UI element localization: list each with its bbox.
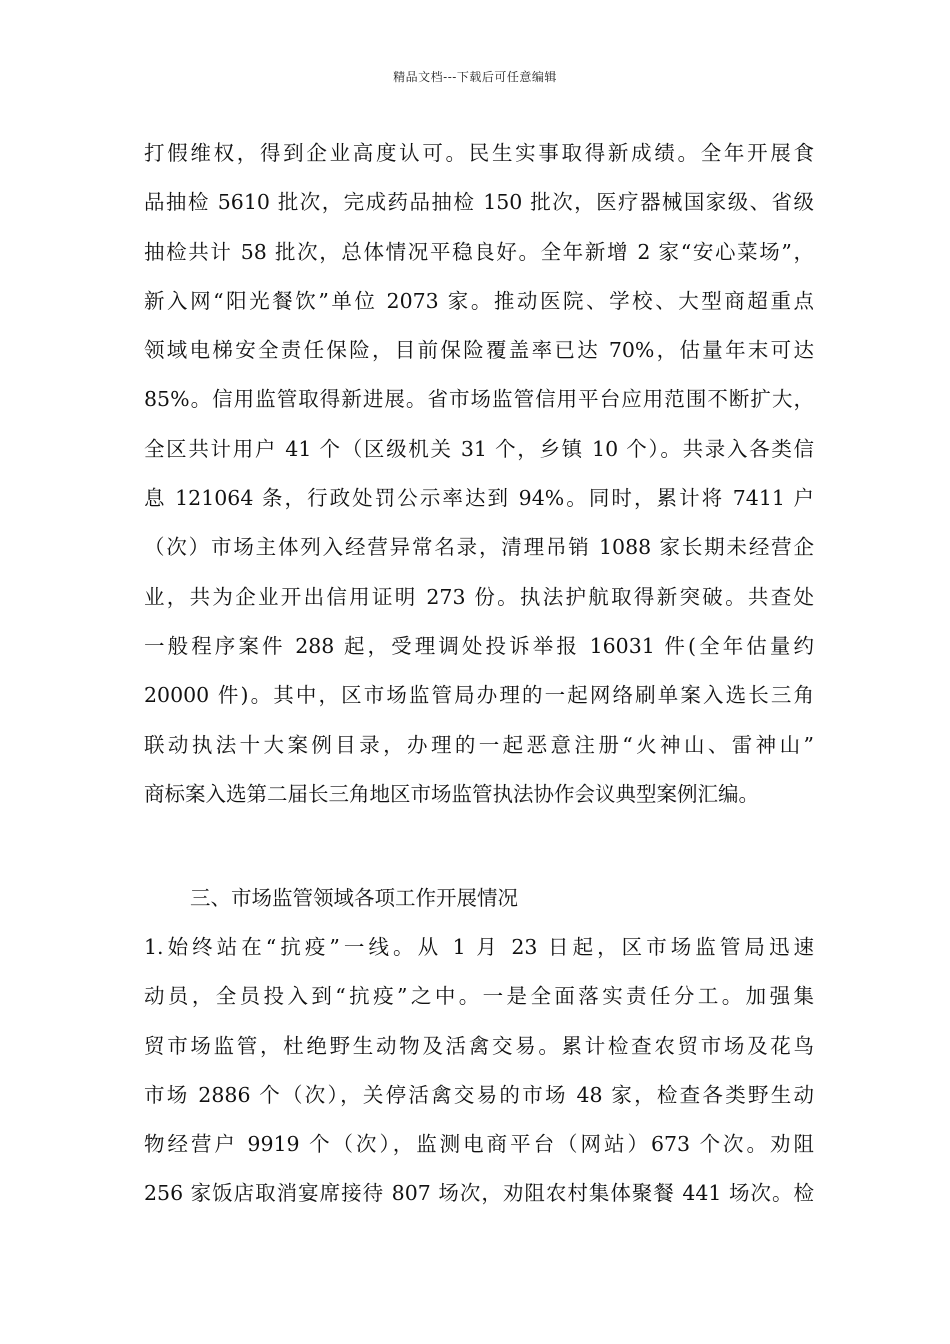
text-line: 一般程序案件 288 起，受理调处投诉举报 16031 件(全年估量约	[144, 633, 814, 658]
page-header: 精品文档---下载后可任意编辑	[393, 70, 557, 84]
text-line: 256 家饭店取消宴席接待 807 场次，劝阻农村集体聚餐 441 场次。检	[144, 1181, 814, 1206]
text-line: 联动执法十大案例目录，办理的一起恶意注册“火神山、雷神山”	[144, 732, 814, 757]
text-line: 品抽检 5610 批次，完成药品抽检 150 批次，医疗器械国家级、省级	[144, 190, 814, 215]
text-line: 息 121064 条，行政处罚公示率达到 94%。同时，累计将 7411 户	[144, 486, 814, 511]
text-line: 领域电梯安全责任保险，目前保险覆盖率已达 70%，估量年末可达	[144, 338, 814, 363]
text-line: 打假维权，得到企业高度认可。民生实事取得新成绩。全年开展食	[144, 141, 814, 165]
text-line: 抽检共计 58 批次，总体情况平稳良好。全年新增 2 家“安心菜场”，	[144, 239, 814, 264]
text-line: 85%。信用监管取得新进展。省市场监管信用平台应用范围不断扩大，	[144, 387, 814, 412]
body-paragraph-1	[144, 129, 814, 819]
text-line: 物经营户 9919 个（次），监测电商平台（网站）673 个次。劝阻	[144, 1132, 814, 1157]
text-line: 业，共为企业开出信用证明 273 份。执法护航取得新突破。共查处	[144, 584, 814, 609]
text-line: 新入网“阳光餐饮”单位 2073 家。推动医院、学校、大型商超重点	[144, 288, 814, 313]
text-line: 动员，全员投入到“抗疫”之中。一是全面落实责任分工。加强集	[144, 984, 814, 1009]
text-line: 20000 件)。其中，区市场监管局办理的一起网络刷单案入选长三角	[144, 683, 814, 708]
text-line: （次）市场主体列入经营异常名录，清理吊销 1088 家长期未经营企	[144, 535, 814, 560]
text-line: 贸市场监管，杜绝野生动物及活禽交易。累计检查农贸市场及花鸟	[144, 1033, 814, 1058]
body-paragraph-2	[144, 923, 814, 1219]
text-line: 全区共计用户 41 个（区级机关 31 个，乡镇 10 个）。共录入各类信	[144, 436, 814, 461]
text-line: 商标案入选第二届长三角地区市场监管执法协作会议典型案例汇编。	[144, 781, 759, 806]
text-line: 市场 2886 个（次），关停活禽交易的市场 48 家，检查各类野生动	[144, 1082, 814, 1107]
text-line: 1.始终站在“抗疫”一线。从 1 月 23 日起，区市场监管局迅速	[144, 935, 814, 959]
section-heading: 三、市场监管领域各项工作开展情况	[190, 886, 518, 910]
